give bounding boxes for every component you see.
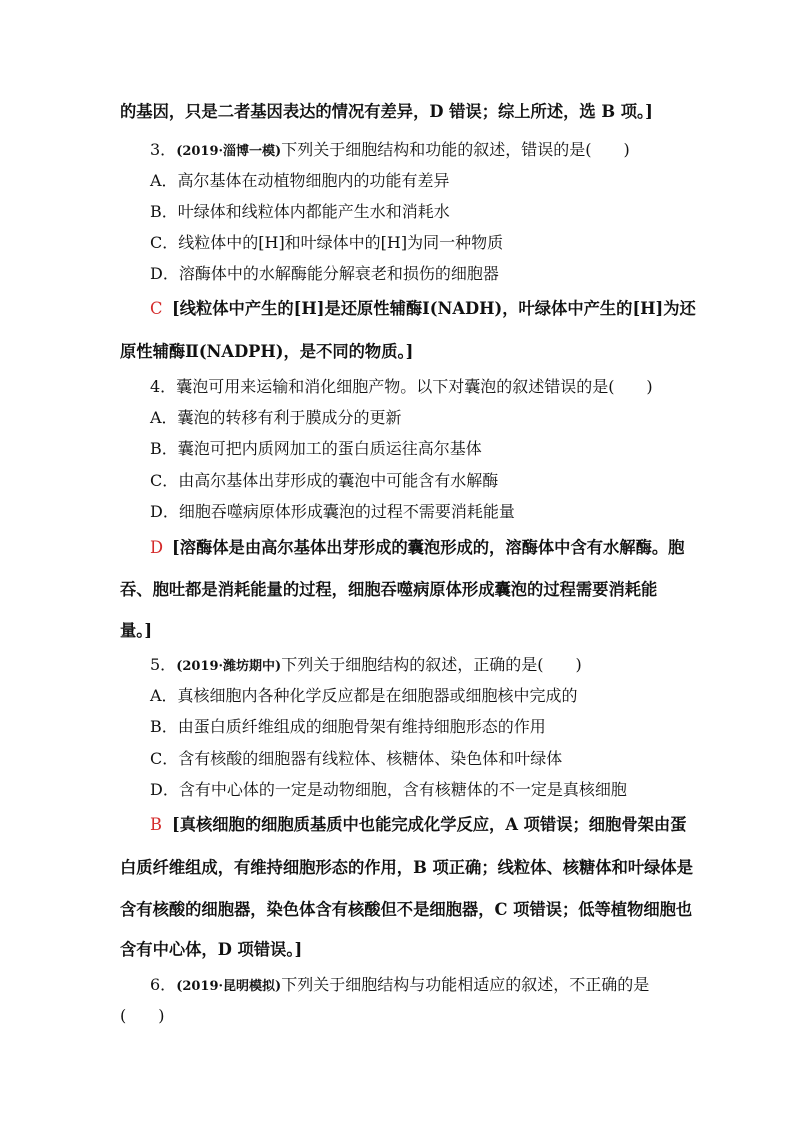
answer-letter: C [150, 299, 163, 318]
question-3-option-a: A．高尔基体在动植物细胞内的功能有差异 [150, 171, 450, 190]
question-text: 囊泡可用来运输和消化细胞产物。以下对囊泡的叙述错误的是( ) [176, 377, 653, 396]
question-6-stem [150, 975, 649, 997]
answer-letter: D [150, 538, 164, 557]
question-number: 6． [150, 975, 177, 994]
question-6-stem-continued: ( ) [120, 1006, 165, 1025]
question-5-option-a: A．真核细胞内各种化学反应都是在细胞器或细胞核中完成的 [150, 686, 578, 705]
question-3-explanation-line-2: 原性辅酶Ⅱ(NADPH)，是不同的物质。] [120, 342, 414, 361]
question-3-stem [150, 140, 630, 162]
question-number: 4． [150, 377, 177, 396]
question-4-explanation-line-1 [150, 538, 684, 558]
question-5-option-c: C．含有核酸的细胞器有线粒体、核糖体、染色体和叶绿体 [150, 749, 563, 768]
question-4-option-c: C．由高尔基体出芽形成的囊泡中可能含有水解酶 [150, 471, 499, 490]
question-source: (2019·潍坊期中) [176, 659, 282, 674]
question-4-option-a: A．囊泡的转移有利于膜成分的更新 [150, 408, 402, 427]
question-3-explanation-line-1 [150, 299, 696, 319]
question-3-option-d: D．溶酶体中的水解酶能分解衰老和损伤的细胞器 [150, 264, 499, 283]
question-4-stem [150, 377, 653, 397]
question-5-option-d: D．含有中心体的一定是动物细胞，含有核糖体的不一定是真核细胞 [150, 780, 627, 799]
question-3-option-c: C．线粒体中的[H]和叶绿体中的[H]为同一种物质 [150, 233, 504, 252]
question-number: 3． [150, 140, 177, 159]
question-3-option-b: B．叶绿体和线粒体内都能产生水和消耗水 [150, 202, 450, 221]
question-5-explanation-line-2: 白质纤维组成，有维持细胞形态的作用，B 项正确；线粒体、核糖体和叶绿体是 [120, 858, 693, 877]
question-source: (2019·昆明模拟) [176, 979, 282, 994]
question-text: 下列关于细胞结构和功能的叙述，错误的是( ) [281, 140, 630, 159]
question-4-option-d: D．细胞吞噬病原体形成囊泡的过程不需要消耗能量 [150, 502, 515, 521]
question-text: 下列关于细胞结构与功能相适应的叙述，不正确的是 [281, 975, 650, 994]
explanation-text: [真核细胞的细胞质基质中也能完成化学反应，A 项错误；细胞骨架由蛋 [172, 815, 687, 834]
question-5-stem [150, 655, 582, 677]
explanation-text: [线粒体中产生的[H]是还原性辅酶Ⅰ(NADH)，叶绿体中产生的[H]为还 [172, 299, 696, 318]
question-4-explanation-line-2: 吞、胞吐都是消耗能量的过程，细胞吞噬病原体形成囊泡的过程需要消耗能 [120, 580, 658, 599]
question-4-option-b: B．囊泡可把内质网加工的蛋白质运往高尔基体 [150, 439, 482, 458]
question-4-explanation-line-3: 量。] [120, 621, 153, 640]
question-5-option-b: B．由蛋白质纤维组成的细胞骨架有维持细胞形态的作用 [150, 717, 546, 736]
question-number: 5． [150, 655, 177, 674]
question-5-explanation-line-1 [150, 815, 686, 835]
question-source: (2019·淄博一模) [176, 144, 282, 159]
answer-letter: B [150, 815, 162, 834]
intro-line: 的基因，只是二者基因表达的情况有差异，D 错误；综上所述，选 B 项。] [120, 102, 653, 121]
explanation-text: [溶酶体是由高尔基体出芽形成的囊泡形成的，溶酶体中含有水解酶。胞 [172, 538, 685, 557]
question-5-explanation-line-3: 含有核酸的细胞器，染色体含有核酸但不是细胞器，C 项错误；低等植物细胞也 [120, 900, 693, 919]
question-text: 下列关于细胞结构的叙述，正确的是( ) [281, 655, 582, 674]
question-5-explanation-line-4: 含有中心体，D 项错误。] [120, 940, 303, 959]
